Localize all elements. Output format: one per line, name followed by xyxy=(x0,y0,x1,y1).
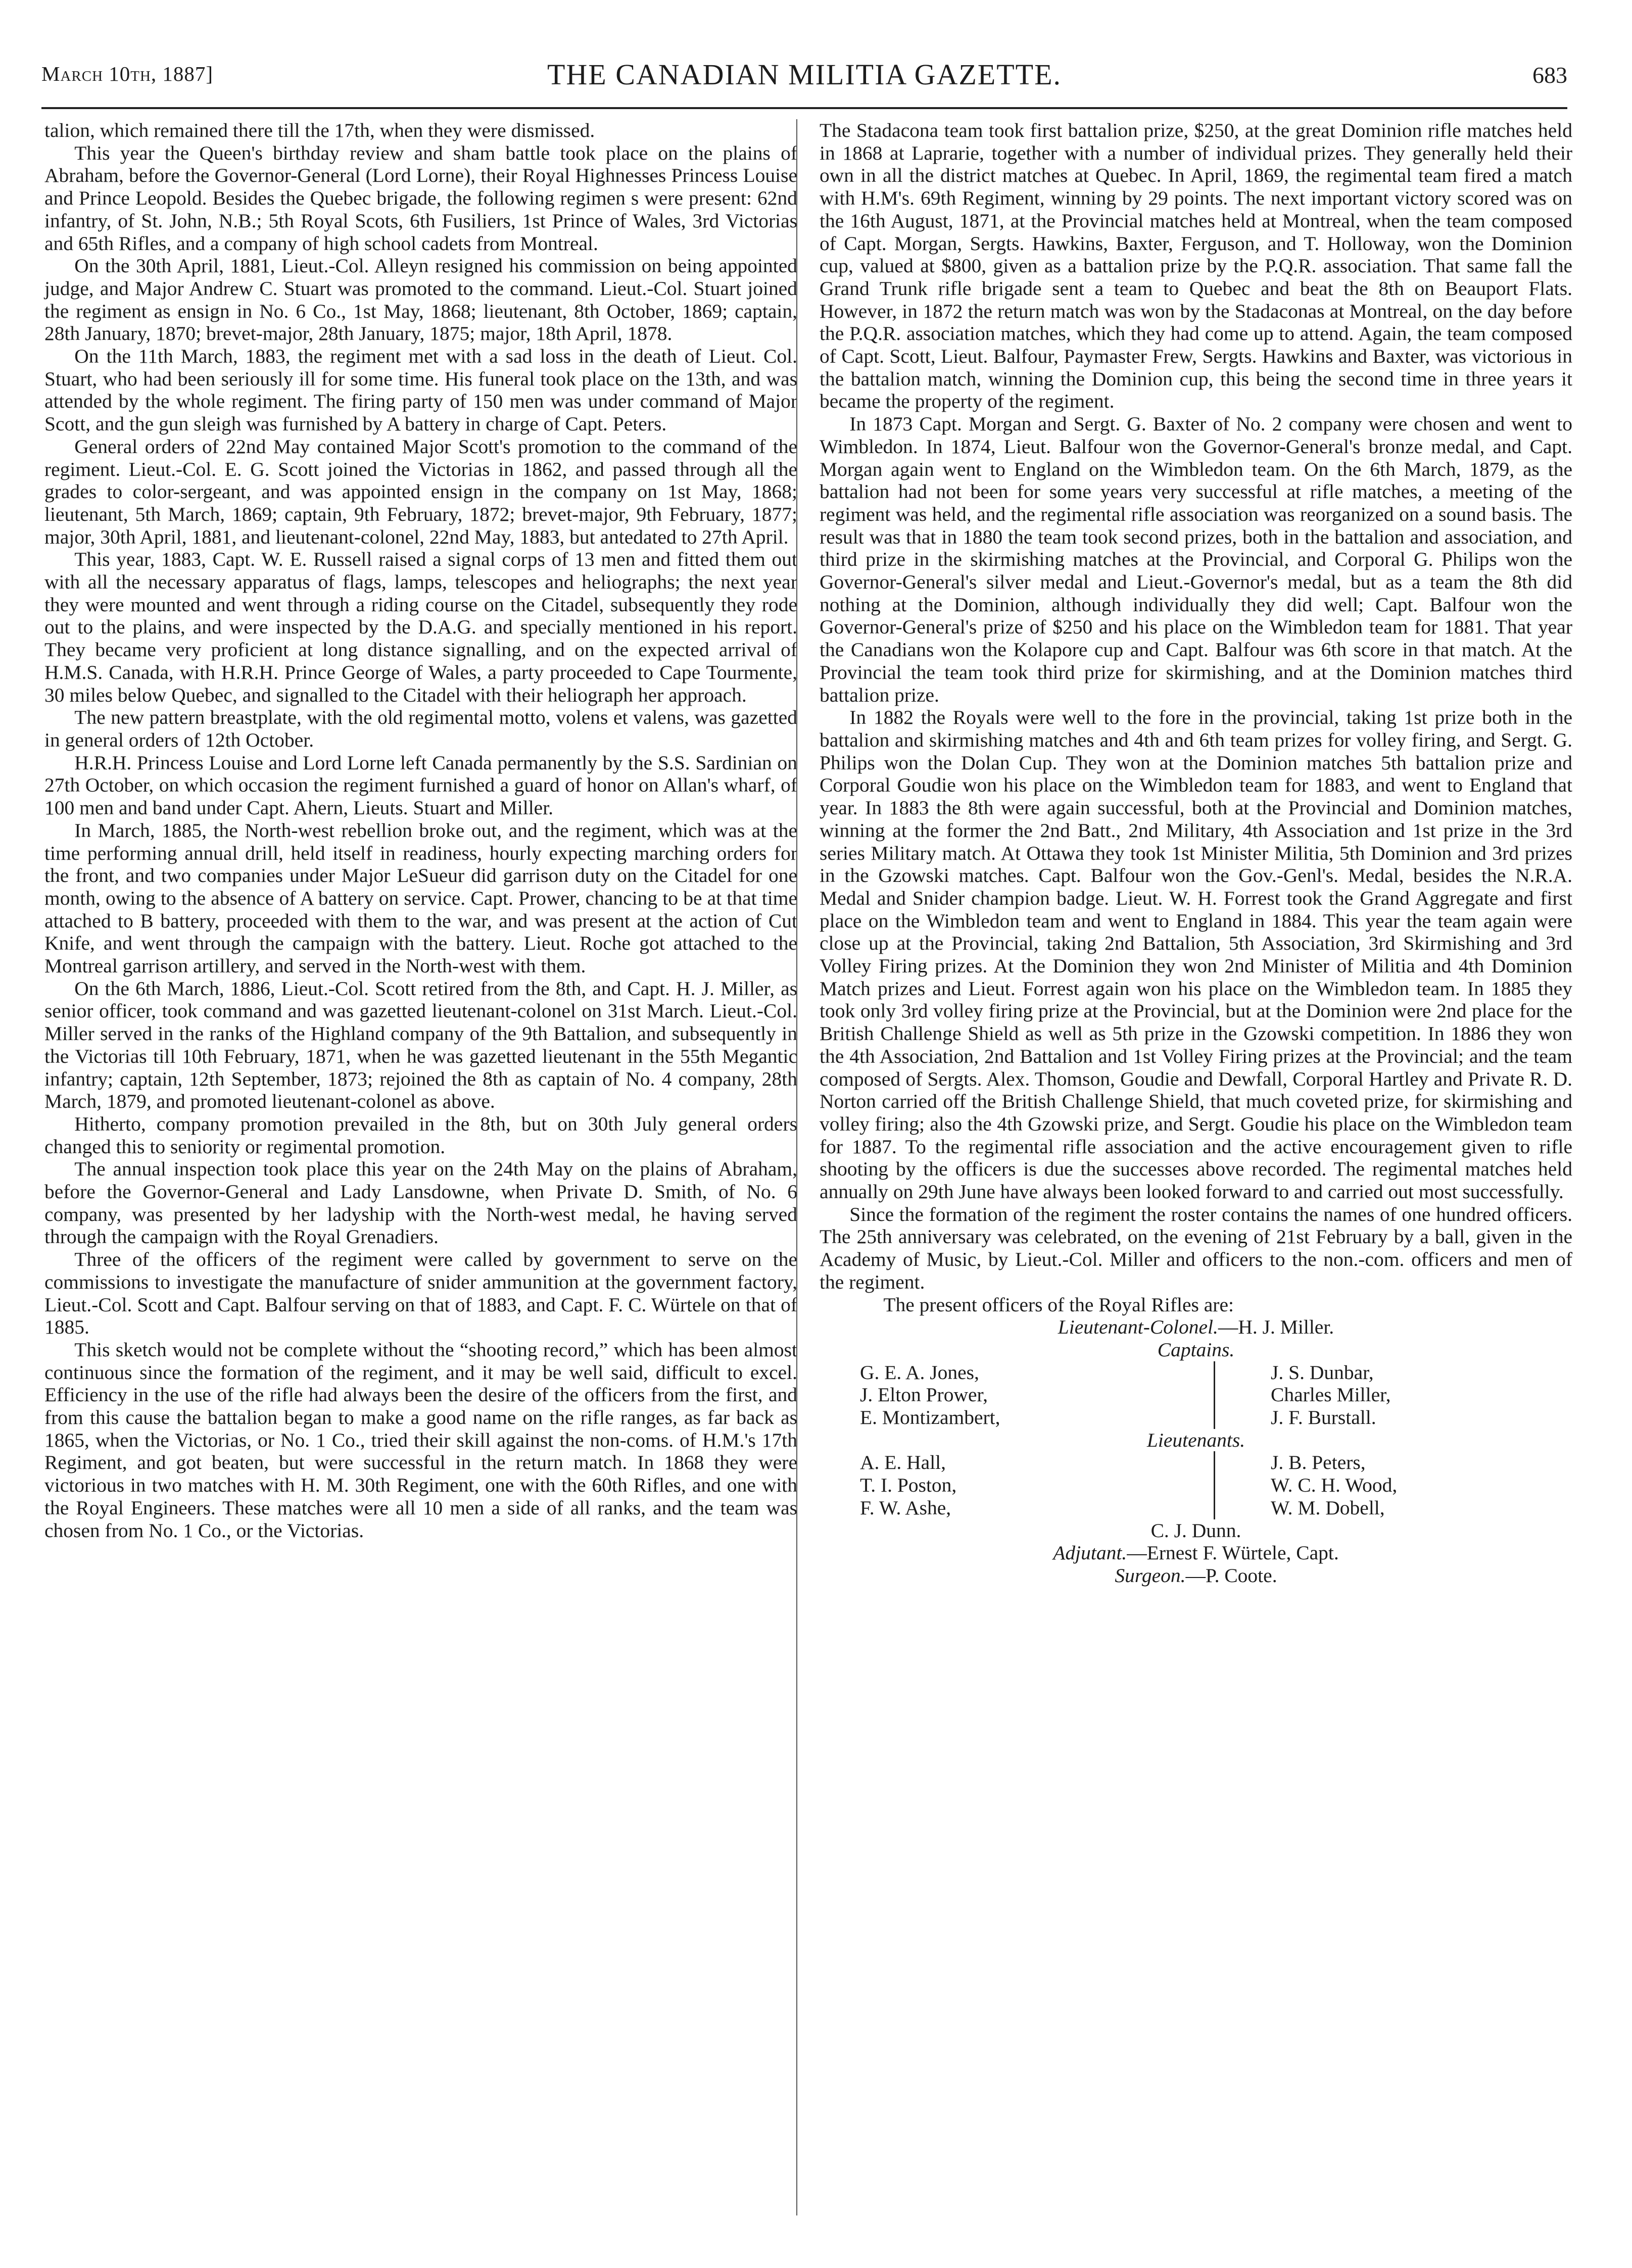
captains-heading: Captains. xyxy=(1157,1338,1235,1361)
paragraph: In March, 1885, the North-west rebellion broke out, and the regiment, which was at the time performing annual drill, held itself in readiness, hourly expecting marching orders for the front, and two companies under Major LeSueur did garrison duty on the Citadel for one month, owing to the absence of A battery on service. Capt. Prower, chancing to be at that time attached to B battery, proceeded with them to the war, and was present at the action of Cut Knife, and went through the campaign with the battery. Lieut. Roche got attached to the Montreal garrison artillery, and served in the North-west with them. xyxy=(44,819,797,977)
paragraph: Since the formation of the regiment the roster contains the names of one hundred officers. The 25th anniversary was celebrated, on the evening of 21st February by a ball, given in the Academy of Music, by Lieut.-Col. Miller and officers to the non.-com. officers and men of the regiment. xyxy=(820,1203,1572,1293)
officer-roster xyxy=(820,1294,1572,1587)
left-column xyxy=(44,119,797,1542)
paragraph: talion, which remained there till the 17th, when they were dismissed. xyxy=(44,119,595,141)
publication-title: THE CANADIAN MILITIA GAZETTE. xyxy=(547,58,1062,91)
officer-name: W. M. Dobell, xyxy=(1271,1496,1385,1519)
officer-name: G. E. A. Jones, xyxy=(860,1361,979,1384)
paragraph: This sketch would not be complete without the “shooting record,” which has been almost continuous since the formation of the regiment, and it may be well said, difficult to excel. Efficiency in the use of the rifle had always been the desire of the officers from the first, and from this cause the battalion began to make a good name on the rifle ranges, as far back as 1865, when the Victorias, or No. 1 Co., tried their skill against the non-coms. of H.M.'s 17th Regiment, and got beaten, but were successful in the return match. In 1868 they were victorious in two matches with H. M. 30th Regiment, one with the 60th Rifles, and one with the Royal Engineers. These matches were all 10 men a side of all ranks, and the team was chosen from No. 1 Co., or the Victorias. xyxy=(44,1338,797,1542)
officer-name: F. W. Ashe, xyxy=(860,1496,951,1519)
officer-name: W. C. H. Wood, xyxy=(1271,1474,1398,1497)
paragraph: The new pattern breastplate, with the old regimental motto, volens et valens, was gazetted in general orders of 12th October. xyxy=(44,706,797,751)
lieutenants-list xyxy=(860,1451,1507,1519)
lieutenants-right xyxy=(1215,1451,1397,1519)
header-rule xyxy=(41,107,1567,109)
surgeon-label: Surgeon. xyxy=(1115,1564,1186,1587)
officer-name: A. E. Hall, xyxy=(860,1451,946,1474)
paragraph: On the 30th April, 1881, Lieut.-Col. Alleyn resigned his commission on being appointed judge, and Major Andrew C. Stuart was promoted to the command. Lieut.-Col. Stuart joined the regiment as ensign in No. 6 Co., 1st May, 1868; lieutenant, 8th October, 1869; captain, 28th January, 1870; brevet-major, 28th January, 1875; major, 18th April, 1878. xyxy=(44,255,797,345)
paragraph: General orders of 22nd May contained Major Scott's promotion to the command of the regiment. Lieut.-Col. E. G. Scott joined the Victorias in 1862, and passed through all the grades to color-sergeant, and was appointed ensign in the company on 1st May, 1868; lieutenant, 5th March, 1869; captain, 9th February, 1872; brevet-major, 9th February, 1877; major, 30th April, 1881, and lieutenant-colonel, 22nd May, 1883, but antedated to 27th April. xyxy=(44,435,797,548)
lt-col-line xyxy=(820,1316,1572,1339)
captains-list xyxy=(860,1361,1507,1429)
officer-name: J. F. Burstall. xyxy=(1271,1406,1376,1429)
adjutant-name: —Ernest F. Würtele, Capt. xyxy=(1127,1542,1339,1564)
issue-date: March 10th, 1887] xyxy=(41,62,214,85)
lt-col-name: —H. J. Miller. xyxy=(1218,1316,1334,1339)
lieutenants-left xyxy=(860,1451,1215,1519)
paragraph: This year the Queen's birthday review and sham battle took place on the plains of Abraham, before the Governor-General (Lord Lorne), their Royal Highnesses Princess Louise and Prince Leopold. Besides the Quebec brigade, the following regimen s were present: 62nd infantry, of St. John, N.B.; 5th Royal Scots, 6th Fusiliers, 1st Prince of Wales, 3rd Victorias and 65th Rifles, and a company of high school cadets from Montreal. xyxy=(44,141,797,255)
officer-name: J. B. Peters, xyxy=(1271,1451,1366,1474)
paragraph: This year, 1883, Capt. W. E. Russell raised a signal corps of 13 men and fitted them out with all the necessary apparatus of flags, lamps, telescopes and heliographs; the next year they were mounted and went through a riding course on the Citadel, subsequently they rode out to the plains, and were inspected by the D.A.G. and specially mentioned in his report. They became very proficient at long distance signalling, and on the expected arrival of H.M.S. Canada, with H.R.H. Prince George of Wales, a party proceeded to Cape Tourmente, 30 miles below Quebec, and signalled to the Citadel with their heliograph her approach. xyxy=(44,548,797,706)
roster-intro: The present officers of the Royal Rifles are: xyxy=(883,1293,1234,1316)
paragraph: H.R.H. Princess Louise and Lord Lorne left Canada permanently by the S.S. Sardinian on 27th October, on which occasion the regiment furnished a guard of honor on Allan's wharf, of 100 men and band under Capt. Ahern, Lieuts. Stuart and Miller. xyxy=(44,751,797,819)
captains-right xyxy=(1215,1361,1391,1429)
officer-name: E. Montizambert, xyxy=(860,1406,1000,1429)
paragraph: In 1882 the Royals were well to the fore in the provincial, taking 1st prize both in the battalion and skirmishing matches and 4th and 6th team prizes for volley firing, and Sergt. G. Philips won the Dolan Cup. They won at the Dominion matches 5th battalion prize and Corporal Goudie won his place on the Wimbledon team for 1883, and went to England that year. In 1883 the 8th were again successful, both at the Provincial and Dominion matches, winning at the former the 2nd Batt., 2nd Military, 4th Association and 1st prize in the 3rd series Military match. At Ottawa they took 1st Minister Militia, 5th Dominion and 3rd prizes in the Gzowski matches. Capt. Balfour won the Gov.-Genl's. Medal, besides the N.R.A. Medal and Snider champion badge. Lieut. W. H. Forrest took the Grand Aggregate and first place on the Wimbledon team and went to England in 1884. This year the team again were close up at the Provincial, taking 2nd Battalion, 5th Association, 3rd Skirmishing and 3rd Volley Firing prizes. At the Dominion they won 2nd Minister of Militia and 4th Dominion Match prizes and Lieut. Forrest again won his place on the Wimbledon team. In 1885 they took only 3rd volley firing prize at the Provincial, but at the Dominion were 2nd place for the British Challenge Shield as well as 5th prize in the Gzowski competition. In 1886 they won the 4th Association, 2nd Battalion and 1st Volley Firing prizes at the Provincial; and the team composed of Sergts. Alex. Thomson, Goudie and Dewfall, Corporal Hartley and Private R. D. Norton carried off the British Challenge Shield, that much coveted prize, for skirmishing and volley firing; also the 4th Gzowski prize, and Sergt. Goudie his place on the Wimbledon team for 1887. To the regimental rifle association and the active encouragement given to rifle shooting by the officers is due the successes above recorded. The regimental matches held annually on 29th June have always been looked forward to and carried out most successfully. xyxy=(820,706,1572,1203)
column-divider xyxy=(796,119,797,2215)
officer-name: J. S. Dunbar, xyxy=(1271,1361,1374,1384)
paragraph: In 1873 Capt. Morgan and Sergt. G. Baxter of No. 2 company were chosen and went to Wimbledon. In 1874, Lieut. Balfour won the Governor-General's bronze medal, and Capt. Morgan again went to England on the Wimbledon team. On the 6th March, 1879, as the battalion had not been for some years very successful at rifle matches, a meeting of the regiment was held, and the regimental rifle association was reorganized on a sound basis. The result was that in 1880 the team took second prizes, both in the battalion and association, and third prize in the skirmishing matches at the Provincial, and Corporal G. Philips won the Governor-General's silver medal and Lieut.-Governor's medal, but as a team the 8th did nothing at the Dominion, although individually they did well; Capt. Balfour won the Governor-General's prize of $250 and his place on the Wimbledon team for 1881. That year the Canadians won the Kolapore cup and Capt. Balfour was 6th score in that match. At the Provincial the team took third prize for skirmishing, and at the Dominion matches third battalion prize. xyxy=(820,413,1572,706)
paragraph: The Stadacona team took first battalion prize, $250, at the great Dominion rifle matches held in 1868 at Laprarie, together with a number of individual prizes. They generally held their own in all the district matches at Quebec. In April, 1869, the regimental team fired a match with H.M's. 69th Regiment, winning by 29 points. The next important victory scored was on the 16th August, 1871, at the Provincial matches held at Montreal, when the team composed of Capt. Morgan, Sergts. Hawkins, Baxter, Ferguson, and T. Holloway, won the Dominion cup, valued at $800, given as a battalion prize by the P.Q.R. association. That same fall the Grand Trunk rifle brigade sent a team to Quebec and beat the 8th on Beauport Flats. However, in 1872 the return match was won by the Stadaconas at Montreal, on the day before the P.Q.R. association matches, which they had come up to attend. Again, the team composed of Capt. Scott, Lieut. Balfour, Paymaster Frew, Sergts. Hawkins and Baxter, was victorious in the battalion match, winning the Dominion cup, this being the second time in three years it became the property of the regiment. xyxy=(820,119,1572,413)
surgeon-line xyxy=(820,1564,1572,1587)
officer-name: Charles Miller, xyxy=(1271,1384,1391,1406)
lieutenants-heading: Lieutenants. xyxy=(1146,1428,1245,1451)
captains-left xyxy=(860,1361,1215,1429)
lieutenant-last: C. J. Dunn. xyxy=(1150,1519,1241,1542)
page-header xyxy=(41,46,1567,102)
adjutant-label: Adjutant. xyxy=(1053,1542,1127,1564)
paragraph: Hitherto, company promotion prevailed in the 8th, but on 30th July general orders changed this to seniority or regimental promotion. xyxy=(44,1112,797,1158)
paragraph: The annual inspection took place this year on the 24th May on the plains of Abraham, before the Governor-General and Lady Lansdowne, when Private D. Smith, of No. 6 company, was presented by her ladyship with the North-west medal, he having served through the campaign with the Royal Grenadiers. xyxy=(44,1158,797,1248)
officer-name: J. Elton Prower, xyxy=(860,1384,988,1406)
right-column-text xyxy=(820,119,1572,1294)
lt-col-label: Lieutenant-Colonel. xyxy=(1058,1316,1218,1339)
paragraph: On the 6th March, 1886, Lieut.-Col. Scott retired from the 8th, and Capt. H. J. Miller, as senior officer, took command and was gazetted lieutenant-colonel on 31st March. Lieut.-Col. Miller served in the ranks of the Highland company of the 9th Battalion, and subsequently in the Victorias till 10th February, 1871, when he was gazetted lieutenant in the 55th Megantic infantry; captain, 12th September, 1873; rejoined the 8th as captain of No. 4 company, 28th March, 1879, and promoted lieutenant-colonel as above. xyxy=(44,977,797,1113)
paragraph: Three of the officers of the regiment were called by government to serve on the commissions to investigate the manufacture of snider ammunition at the government factory, Lieut.-Col. Scott and Capt. Balfour serving on that of 1883, and Capt. F. C. Würtele on that of 1885. xyxy=(44,1248,797,1339)
right-column xyxy=(820,119,1572,1587)
surgeon-name: —P. Coote. xyxy=(1185,1564,1277,1587)
page-number: 683 xyxy=(1532,62,1567,88)
adjutant-line xyxy=(820,1542,1572,1564)
officer-name: T. I. Poston, xyxy=(860,1474,957,1497)
paragraph: On the 11th March, 1883, the regiment met with a sad loss in the death of Lieut. Col. Stuart, who had been seriously ill for some time. His funeral took place on the 13th, and was attended by the whole regiment. The firing party of 150 men was under command of Major Scott, and the gun sleigh was furnished by A battery in charge of Capt. Peters. xyxy=(44,345,797,435)
